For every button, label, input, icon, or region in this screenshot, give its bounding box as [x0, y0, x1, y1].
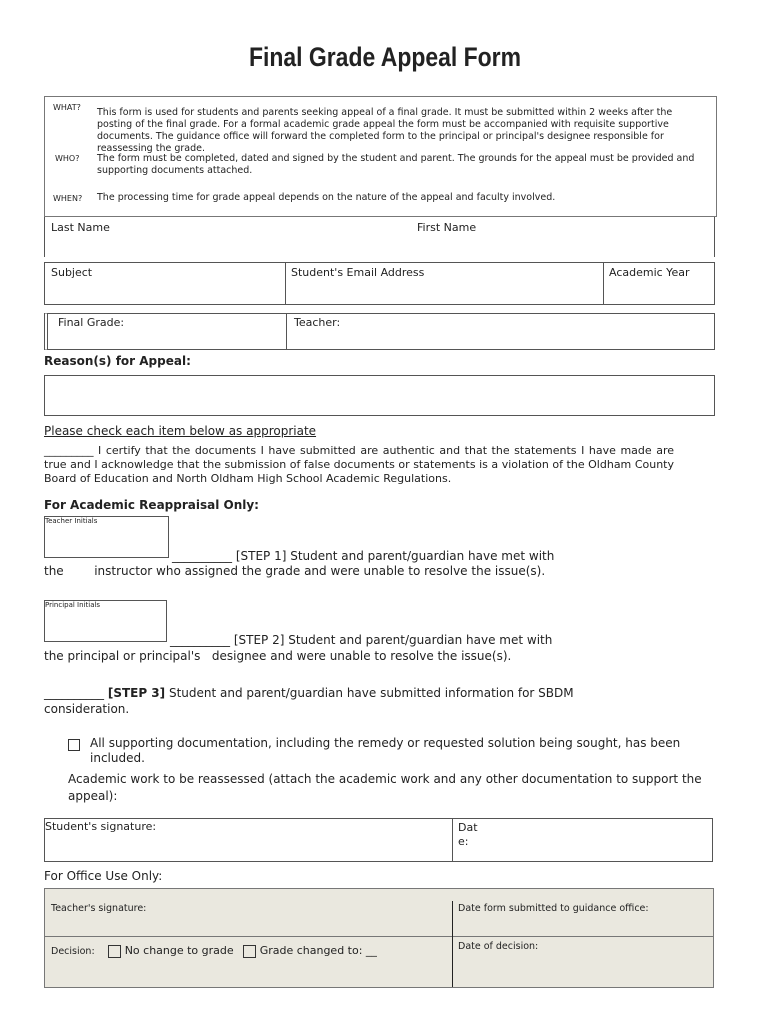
page-title: Final Grade Appeal Form	[248, 42, 522, 72]
what-label: WHAT?	[53, 103, 81, 112]
name-field[interactable]	[44, 217, 715, 257]
grade-changed-checkbox[interactable]	[243, 945, 256, 958]
no-change-label: No change to grade	[124, 944, 234, 957]
step2-line1[interactable]: __________ [STEP 2] Student and parent/guardian have met with	[170, 633, 553, 647]
step2-line2: the principal or principal's designee and were unable to resolve the issue(s).	[44, 649, 512, 663]
date-of-decision-label[interactable]: Date of decision:	[458, 941, 539, 952]
step3-label: [STEP 3]	[107, 686, 166, 700]
when-text: The processing time for grade appeal depends on the nature of the appeal and faculty involved.	[97, 192, 556, 203]
principal-initials-box[interactable]	[44, 600, 167, 642]
decision-label: Decision:	[51, 946, 95, 957]
subject-label[interactable]: Subject	[51, 266, 93, 279]
reasons-label: Reason(s) for Appeal:	[44, 354, 191, 368]
teacher-signature-label[interactable]: Teacher's signature:	[51, 903, 147, 914]
info-box	[44, 96, 717, 217]
check-heading: Please check each item below as appropriate	[44, 424, 317, 438]
reappraisal-heading: For Academic Reappraisal Only:	[44, 498, 259, 512]
who-text: The form must be completed, dated and signed by the student and parent. The grounds for the appeal must be provided and supporting documents attached.	[97, 153, 695, 176]
grade-changed-label: Grade changed to: __	[259, 944, 377, 957]
reasons-input[interactable]	[44, 375, 715, 416]
grade-row	[44, 313, 715, 350]
academic-work-text: Academic work to be reassessed (attach the academic work and any other documentation to support the appeal):	[68, 772, 702, 803]
subject-row	[44, 262, 715, 305]
date-submitted-label[interactable]: Date form submitted to guidance office:	[458, 903, 649, 914]
student-signature-label[interactable]: Student's signature:	[45, 820, 157, 833]
who-label: WHO?	[55, 154, 80, 163]
office-heading: For Office Use Only:	[44, 869, 163, 883]
email-label[interactable]: Student's Email Address	[291, 266, 425, 279]
teacher-initials-box[interactable]	[44, 516, 169, 558]
teacher-initials-label: Teacher Initials	[45, 517, 98, 525]
principal-initials-label: Principal Initials	[45, 601, 101, 609]
last-name-label: Last Name	[51, 221, 110, 234]
date-label[interactable]: Dat e:	[458, 821, 478, 848]
first-name-label: First Name	[417, 221, 477, 234]
academic-year-label[interactable]: Academic Year	[609, 266, 690, 279]
when-label: WHEN?	[53, 194, 83, 203]
certify-text[interactable]: _________ I certify that the documents I have submitted are authentic and that the statements I have made are true and I acknowledge that the submission of false documents or statements is a violation of the Oldham County Board of Education and North Oldham High School Academic Regulations.	[44, 444, 674, 485]
step1-line2: the instructor who assigned the grade and were unable to resolve the issue(s).	[44, 564, 546, 578]
no-change-checkbox[interactable]	[108, 945, 121, 958]
office-use-table	[44, 888, 714, 988]
documentation-checkbox[interactable]	[68, 739, 80, 751]
what-text: This form is used for students and parents seeking appeal of a final grade. It must be submitted within 2 weeks after the posting of the final grade. For a formal academic grade appeal the form must be accompanied with requisite supportive documents. The guidance office will forward the completed form to the principal or principal's designee responsible for reassessing the grade.	[97, 107, 673, 154]
step3-text: Student and parent/guardian have submitted information for SBDM consideration.	[44, 686, 574, 716]
signature-row	[44, 818, 713, 862]
step3-blank[interactable]: __________	[44, 686, 108, 700]
decision-row	[51, 944, 377, 958]
step3	[44, 685, 584, 717]
documentation-text: All supporting documentation, including the remedy or requested solution being sought, has been included.	[90, 736, 681, 765]
teacher-label[interactable]: Teacher:	[294, 316, 341, 329]
step1-line1[interactable]: __________ [STEP 1] Student and parent/guardian have met with	[172, 549, 555, 563]
final-grade-label[interactable]: Final Grade:	[58, 316, 125, 329]
